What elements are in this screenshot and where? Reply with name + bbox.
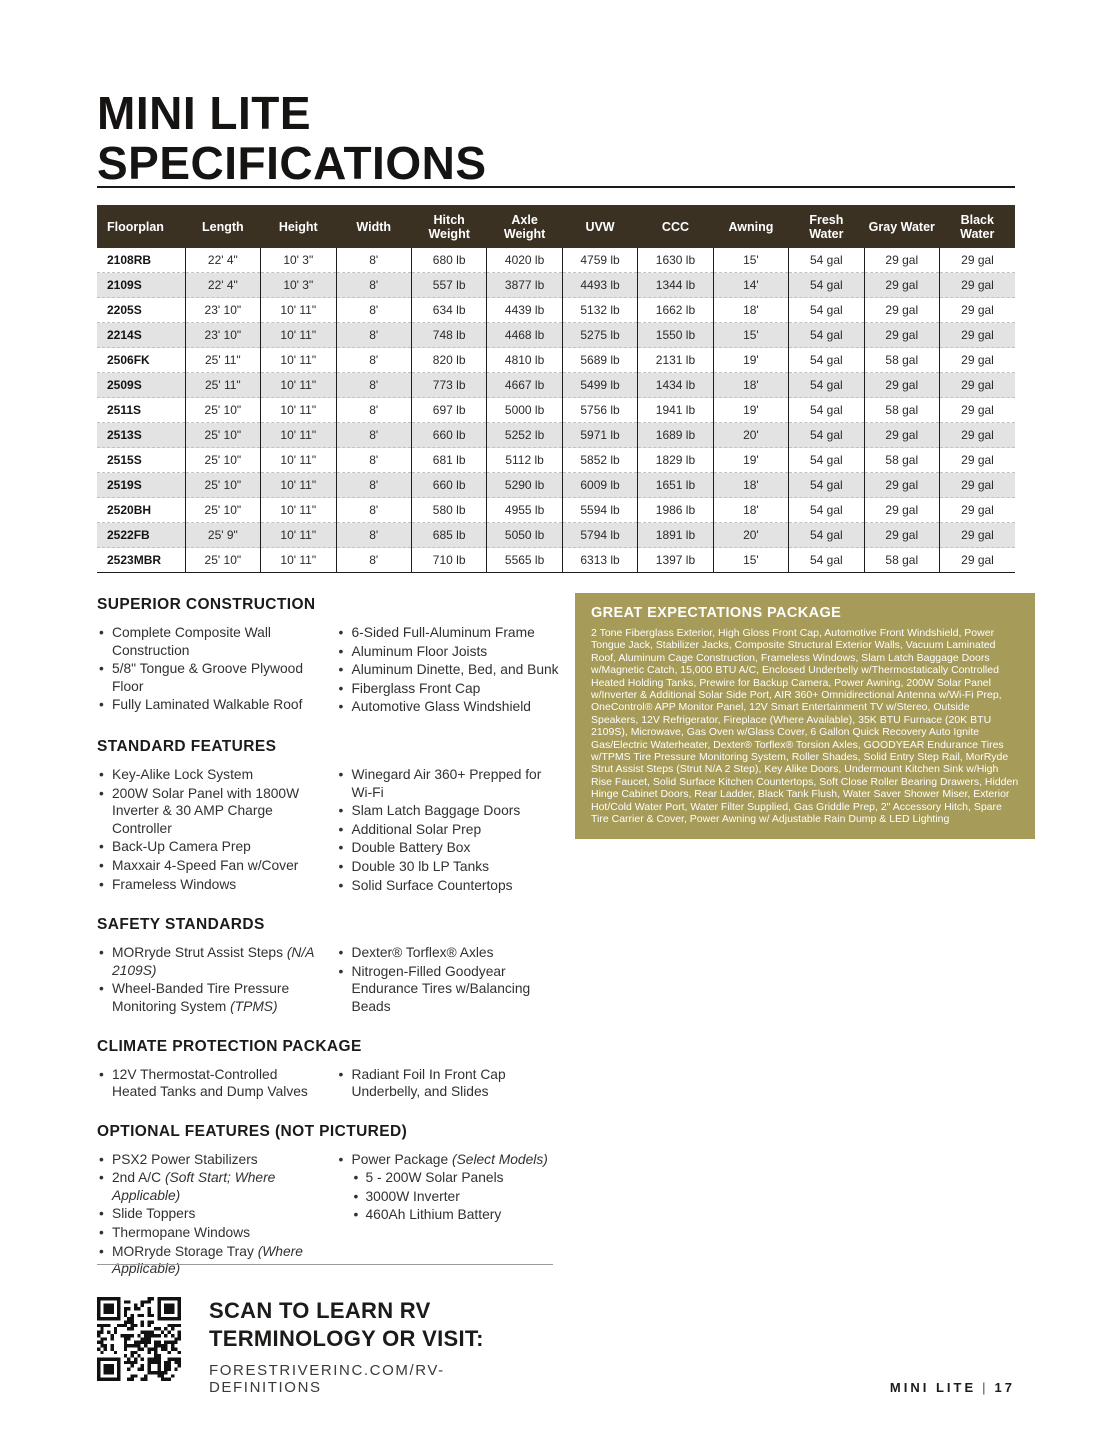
spec-cell: 748 lb	[411, 323, 486, 348]
spec-cell: 29 gal	[940, 473, 1016, 498]
feature-item-note: (TPMS)	[230, 998, 278, 1014]
scan-text	[209, 1297, 553, 1396]
spec-cell: 54 gal	[789, 448, 864, 473]
feature-item	[97, 785, 323, 838]
spec-cell: 19'	[713, 448, 788, 473]
spec-row	[97, 348, 1015, 373]
feature-item	[337, 1151, 563, 1224]
spec-cell: 1891 lb	[638, 523, 713, 548]
feature-section	[97, 596, 562, 717]
spec-cell: 29 gal	[940, 523, 1016, 548]
column-header: Gray Water	[864, 205, 939, 248]
feature-item	[337, 821, 563, 839]
feature-section	[97, 916, 562, 1016]
column-header: Awning	[713, 205, 788, 248]
spec-cell: 8'	[336, 498, 411, 523]
feature-columns	[97, 624, 562, 717]
qr-code	[97, 1297, 181, 1381]
floorplan-cell: 2511S	[97, 398, 185, 423]
package-box-body: 2 Tone Fiberglass Exterior, High Gloss Front Cap, Automotive Front Windshield, Power Tongue Jack, Stabilizer Jacks, Composite Structural Exterior Walls, Vacuum Laminated Roof, Aluminum Cage Construction, Frameless Windows, Slam Latch Baggage Doors w/Magnetic Catch, 15,000 BTU A/C, Enclosed Underbelly w/Thermostatically Controlled Heated Holding Tanks, Prewire for Backup Camera, Power Awning, 200W Solar Panel w/Inverter & Additional Solar Side Port, AIR 360+ Omnidirectional Antenna w/Wi-Fi Prep, OneControl® APP Monitor Panel, 12V Smart Entertainment TV w/Stereo, Outside Speakers, 12V Refrigerator, Fireplace (Where Available), 35K BTU Furnace (20K BTU 2109S), Microwave, Gas Oven w/Glass Cover, 6 Gallon Quick Recovery Auto Ignite Gas/Electric Waterheater, Dexter® Torflex® Torsion Axles, GOODYEAR Endurance Tires w/TPMS Tire Pressure Monitoring System, Roller Shades, Solid Entry Step Rail, MorRyde Strut Assist Steps (Strut N/A 2 Step), Key Alike Doors, Undermount Kitchen Sink w/High Rise Faucet, Solid Surface Kitchen Countertops, Soft Close Roller Bearing Drawers, Hidden Hinge Cabinet Doors, Rear Ladder, Black Tank Flush, Water Saver Shower Miser, Exterior Hot/Cold Water Port, Water Filter Supplied, Gas Griddle Prep, 2" Accessory Hitch, Spare Tire Carrier & Cover, Power Awning w/ Adjustable Rain Dump & LED Lighting	[591, 627, 1019, 826]
page-title	[97, 88, 487, 188]
floorplan-cell: 2513S	[97, 423, 185, 448]
spec-cell: 1986 lb	[638, 498, 713, 523]
feature-item-text: PSX2 Power Stabilizers	[112, 1151, 258, 1167]
spec-cell: 10' 3"	[261, 273, 336, 298]
feature-list	[337, 944, 563, 1016]
spec-cell: 5794 lb	[562, 523, 637, 548]
feature-item	[337, 1066, 563, 1101]
spec-cell: 5756 lb	[562, 398, 637, 423]
spec-cell: 15'	[713, 323, 788, 348]
spec-row	[97, 323, 1015, 348]
feature-item-text: MORryde Storage Tray	[112, 1243, 258, 1259]
feature-list	[337, 766, 563, 895]
spec-cell: 1662 lb	[638, 298, 713, 323]
spec-cell: 22' 4"	[185, 273, 260, 298]
spec-cell: 10' 11"	[261, 473, 336, 498]
feature-item	[337, 766, 563, 801]
spec-cell: 6313 lb	[562, 548, 637, 573]
floorplan-cell: 2509S	[97, 373, 185, 398]
spec-cell: 29 gal	[864, 298, 939, 323]
feature-list	[97, 944, 323, 1016]
spec-cell: 58 gal	[864, 398, 939, 423]
spec-cell: 6009 lb	[562, 473, 637, 498]
spec-cell: 8'	[336, 448, 411, 473]
feature-item-text: 12V Thermostat-Controlled Heated Tanks and Dump Valves	[112, 1066, 308, 1100]
spec-cell: 634 lb	[411, 298, 486, 323]
spec-cell: 29 gal	[864, 373, 939, 398]
spec-table-container	[97, 205, 1015, 573]
floorplan-cell: 2522FB	[97, 523, 185, 548]
spec-cell: 8'	[336, 373, 411, 398]
spec-cell: 5565 lb	[487, 548, 562, 573]
spec-cell: 29 gal	[940, 373, 1016, 398]
spec-cell: 4810 lb	[487, 348, 562, 373]
feature-item	[97, 857, 323, 875]
spec-cell: 29 gal	[940, 423, 1016, 448]
spec-cell: 23' 10"	[185, 298, 260, 323]
page-title-line2: SPECIFICATIONS	[97, 137, 487, 189]
feature-sections	[97, 596, 562, 1300]
spec-cell: 1829 lb	[638, 448, 713, 473]
spec-cell: 8'	[336, 273, 411, 298]
spec-cell: 18'	[713, 298, 788, 323]
spec-cell: 10' 11"	[261, 498, 336, 523]
feature-subitem: • 5 - 200W Solar Panels	[352, 1169, 563, 1187]
spec-cell: 3877 lb	[487, 273, 562, 298]
spec-cell: 25' 11"	[185, 373, 260, 398]
floorplan-cell: 2520BH	[97, 498, 185, 523]
floorplan-cell: 2515S	[97, 448, 185, 473]
feature-list	[337, 624, 563, 717]
feature-item	[337, 877, 563, 895]
feature-item-text: Fiberglass Front Cap	[351, 680, 481, 696]
spec-cell: 660 lb	[411, 423, 486, 448]
spec-cell: 5852 lb	[562, 448, 637, 473]
spec-row	[97, 423, 1015, 448]
feature-item-text: Additional Solar Prep	[351, 821, 482, 837]
spec-cell: 29 gal	[864, 523, 939, 548]
spec-cell: 1344 lb	[638, 273, 713, 298]
feature-item-text: Key-Alike Lock System	[112, 766, 254, 782]
feature-subitem: • 3000W Inverter	[352, 1188, 563, 1206]
feature-item-text: Double Battery Box	[351, 840, 471, 856]
feature-subitem: • 460Ah Lithium Battery	[352, 1206, 563, 1224]
feature-item-note: (N/A 2109S)	[112, 945, 314, 978]
spec-cell: 58 gal	[864, 448, 939, 473]
spec-cell: 29 gal	[864, 273, 939, 298]
feature-item	[337, 858, 563, 876]
spec-cell: 5050 lb	[487, 523, 562, 548]
spec-cell: 697 lb	[411, 398, 486, 423]
feature-item	[337, 802, 563, 820]
spec-cell: 18'	[713, 373, 788, 398]
scan-heading-line2: TERMINOLOGY OR VISIT:	[209, 1326, 484, 1351]
footer-brand: MINI LITE	[889, 1380, 977, 1395]
feature-item	[97, 1066, 323, 1101]
feature-item	[337, 698, 563, 716]
column-header: Length	[185, 205, 260, 248]
spec-cell: 29 gal	[940, 348, 1016, 373]
column-header: Height	[261, 205, 336, 248]
spec-cell: 4493 lb	[562, 273, 637, 298]
spec-cell: 29 gal	[864, 498, 939, 523]
spec-cell: 5252 lb	[487, 423, 562, 448]
feature-section	[97, 738, 562, 895]
feature-section-title: STANDARD FEATURES	[97, 737, 277, 755]
feature-item-note: (Where Applicable)	[112, 1243, 303, 1277]
floorplan-cell: 2523MBR	[97, 548, 185, 573]
spec-cell: 15'	[713, 248, 788, 273]
feature-item	[97, 980, 323, 1015]
spec-cell: 29 gal	[940, 498, 1016, 523]
spec-table-header	[97, 205, 1015, 248]
spec-cell: 25' 11"	[185, 348, 260, 373]
feature-columns	[97, 1151, 562, 1279]
feature-item-text: 200W Solar Panel with 1800W Inverter & 30 AMP Charge Controller	[112, 785, 300, 836]
spec-row	[97, 548, 1015, 573]
spec-cell: 8'	[336, 398, 411, 423]
footer-separator: |	[982, 1380, 989, 1395]
spec-cell: 10' 11"	[261, 423, 336, 448]
column-header: Floorplan	[97, 205, 185, 248]
spec-cell: 19'	[713, 398, 788, 423]
spec-cell: 29 gal	[864, 323, 939, 348]
spec-cell: 8'	[336, 323, 411, 348]
spec-cell: 29 gal	[940, 323, 1016, 348]
spec-cell: 20'	[713, 523, 788, 548]
floorplan-cell: 2506FK	[97, 348, 185, 373]
feature-list	[97, 1151, 323, 1279]
spec-cell: 54 gal	[789, 548, 864, 573]
spec-cell: 25' 10"	[185, 473, 260, 498]
spec-cell: 10' 11"	[261, 373, 336, 398]
spec-cell: 4955 lb	[487, 498, 562, 523]
feature-section-title: SAFETY STANDARDS	[97, 916, 265, 934]
spec-cell: 681 lb	[411, 448, 486, 473]
spec-cell: 1941 lb	[638, 398, 713, 423]
floorplan-cell: 2109S	[97, 273, 185, 298]
spec-cell: 20'	[713, 423, 788, 448]
spec-cell: 29 gal	[864, 248, 939, 273]
feature-item	[97, 660, 323, 695]
spec-cell: 18'	[713, 498, 788, 523]
feature-item-text: MORryde Strut Assist Steps	[112, 945, 287, 961]
spec-row	[97, 523, 1015, 548]
feature-item	[97, 876, 323, 894]
feature-item	[337, 661, 563, 679]
feature-item-text: Dexter® Torflex® Axles	[351, 945, 494, 961]
feature-columns	[97, 944, 562, 1016]
feature-item	[97, 1224, 323, 1242]
spec-table	[97, 205, 1015, 573]
spec-cell: 29 gal	[940, 298, 1016, 323]
feature-item-text: Slam Latch Baggage Doors	[351, 803, 521, 819]
feature-item-text: Thermopane Windows	[112, 1225, 251, 1241]
spec-cell: 10' 11"	[261, 448, 336, 473]
spec-cell: 10' 11"	[261, 548, 336, 573]
spec-cell: 54 gal	[789, 298, 864, 323]
great-expectations-package-box	[575, 593, 1035, 839]
column-header: Width	[336, 205, 411, 248]
feature-item-text: Maxxair 4-Speed Fan w/Cover	[112, 857, 299, 873]
feature-item-text: Wheel-Banded Tire Pressure Monitoring System	[112, 981, 290, 1014]
feature-item	[97, 1205, 323, 1223]
column-header: CCC	[638, 205, 713, 248]
spec-cell: 4667 lb	[487, 373, 562, 398]
spec-cell: 10' 3"	[261, 248, 336, 273]
scan-section	[97, 1264, 553, 1396]
spec-cell: 25' 10"	[185, 398, 260, 423]
spec-cell: 22' 4"	[185, 248, 260, 273]
footer-page-number: 17	[994, 1380, 1015, 1395]
feature-item-text: 2nd A/C	[112, 1170, 165, 1186]
spec-cell: 660 lb	[411, 473, 486, 498]
feature-columns	[97, 766, 562, 895]
spec-cell: 557 lb	[411, 273, 486, 298]
spec-row	[97, 473, 1015, 498]
scan-heading-line1: SCAN TO LEARN RV	[209, 1298, 431, 1323]
spec-cell: 5112 lb	[487, 448, 562, 473]
spec-cell: 5000 lb	[487, 398, 562, 423]
spec-cell: 29 gal	[940, 273, 1016, 298]
spec-row	[97, 398, 1015, 423]
spec-cell: 25' 10"	[185, 498, 260, 523]
feature-section	[97, 1038, 562, 1102]
spec-cell: 54 gal	[789, 473, 864, 498]
feature-list	[337, 1151, 563, 1279]
page-title-line1: MINI LITE	[97, 87, 312, 139]
spec-cell: 1689 lb	[638, 423, 713, 448]
page-footer	[890, 1380, 1015, 1395]
feature-item-text: Fully Laminated Walkable Roof	[112, 697, 303, 713]
spec-cell: 58 gal	[864, 548, 939, 573]
feature-item-note: (Soft Start; Where Applicable)	[112, 1170, 276, 1203]
spec-cell: 8'	[336, 348, 411, 373]
feature-item-text: Back-Up Camera Prep	[112, 839, 251, 855]
feature-item-text: Aluminum Floor Joists	[351, 643, 488, 659]
feature-section-title: OPTIONAL FEATURES (NOT PICTURED)	[97, 1122, 408, 1140]
spec-cell: 4439 lb	[487, 298, 562, 323]
spec-cell: 5275 lb	[562, 323, 637, 348]
spec-row	[97, 498, 1015, 523]
feature-item-text: Double 30 lb LP Tanks	[351, 858, 490, 874]
spec-cell: 4468 lb	[487, 323, 562, 348]
spec-cell: 23' 10"	[185, 323, 260, 348]
column-header: Black Water	[940, 205, 1016, 248]
feature-item	[97, 838, 323, 856]
spec-cell: 5499 lb	[562, 373, 637, 398]
spec-cell: 10' 11"	[261, 323, 336, 348]
feature-item-text: Aluminum Dinette, Bed, and Bunk	[351, 662, 559, 678]
spec-cell: 5290 lb	[487, 473, 562, 498]
feature-item	[337, 643, 563, 661]
feature-item	[337, 944, 563, 962]
column-header: UVW	[562, 205, 637, 248]
feature-item	[97, 944, 323, 979]
spec-cell: 29 gal	[940, 248, 1016, 273]
spec-row	[97, 273, 1015, 298]
feature-section-title: SUPERIOR CONSTRUCTION	[97, 596, 316, 613]
feature-item-text: Automotive Glass Windshield	[351, 699, 531, 715]
feature-item-text: Radiant Foil In Front Cap Underbelly, and Slides	[351, 1066, 506, 1100]
floorplan-cell: 2214S	[97, 323, 185, 348]
spec-cell: 4759 lb	[562, 248, 637, 273]
spec-cell: 10' 11"	[261, 348, 336, 373]
spec-cell: 29 gal	[864, 473, 939, 498]
spec-cell: 8'	[336, 248, 411, 273]
spec-cell: 25' 10"	[185, 548, 260, 573]
spec-cell: 2131 lb	[638, 348, 713, 373]
spec-cell: 773 lb	[411, 373, 486, 398]
spec-cell: 4020 lb	[487, 248, 562, 273]
spec-cell: 29 gal	[940, 398, 1016, 423]
spec-cell: 710 lb	[411, 548, 486, 573]
spec-row	[97, 248, 1015, 273]
feature-item-text: Slide Toppers	[112, 1206, 196, 1222]
feature-item	[97, 624, 323, 659]
feature-item-text: 6-Sided Full-Aluminum Frame	[351, 625, 535, 640]
feature-sublist	[352, 1169, 563, 1224]
spec-cell: 8'	[336, 298, 411, 323]
spec-row	[97, 373, 1015, 398]
spec-row	[97, 448, 1015, 473]
feature-section-title: CLIMATE PROTECTION PACKAGE	[97, 1037, 362, 1055]
feature-item-text: Complete Composite Wall Construction	[112, 625, 271, 658]
feature-item	[97, 696, 323, 714]
spec-cell: 29 gal	[864, 423, 939, 448]
feature-item	[337, 680, 563, 698]
feature-item-text: Solid Surface Countertops	[351, 877, 513, 893]
spec-cell: 25' 10"	[185, 423, 260, 448]
column-header: Fresh Water	[789, 205, 864, 248]
spec-cell: 29 gal	[940, 548, 1016, 573]
feature-list	[97, 1066, 323, 1102]
spec-cell: 54 gal	[789, 498, 864, 523]
feature-item	[97, 1169, 323, 1204]
spec-cell: 10' 11"	[261, 523, 336, 548]
spec-cell: 1630 lb	[638, 248, 713, 273]
spec-cell: 685 lb	[411, 523, 486, 548]
feature-item	[337, 963, 563, 1016]
spec-cell: 5689 lb	[562, 348, 637, 373]
floorplan-cell: 2108RB	[107, 253, 152, 267]
feature-item-text: 5/8" Tongue & Groove Plywood Floor	[112, 661, 304, 694]
spec-cell: 1434 lb	[638, 373, 713, 398]
feature-item-text: Power Package	[351, 1151, 452, 1167]
spec-cell: 25' 10"	[185, 448, 260, 473]
feature-list	[97, 766, 323, 895]
spec-cell: 1397 lb	[638, 548, 713, 573]
feature-list	[337, 1066, 563, 1102]
feature-item	[97, 766, 323, 784]
feature-item	[337, 624, 563, 642]
spec-cell: 680 lb	[411, 248, 486, 273]
spec-cell: 8'	[336, 423, 411, 448]
spec-cell: 5971 lb	[562, 423, 637, 448]
spec-cell: 1550 lb	[638, 323, 713, 348]
feature-item-text: Nitrogen-Filled Goodyear Endurance Tires w/Balancing Beads	[351, 963, 531, 1014]
spec-cell: 8'	[336, 548, 411, 573]
title-divider	[97, 186, 1015, 188]
spec-cell: 54 gal	[789, 398, 864, 423]
column-header: Hitch Weight	[411, 205, 486, 248]
spec-cell: 54 gal	[789, 273, 864, 298]
spec-table-body	[97, 248, 1015, 573]
spec-cell: 54 gal	[789, 323, 864, 348]
spec-cell: 15'	[713, 548, 788, 573]
feature-item	[337, 839, 563, 857]
spec-cell: 14'	[713, 273, 788, 298]
spec-cell: 5132 lb	[562, 298, 637, 323]
spec-cell: 54 gal	[789, 523, 864, 548]
feature-item-text: Winegard Air 360+ Prepped for Wi-Fi	[351, 766, 542, 800]
spec-cell: 54 gal	[789, 423, 864, 448]
feature-list	[97, 624, 323, 717]
column-header: Axle Weight	[487, 205, 562, 248]
spec-cell: 1651 lb	[638, 473, 713, 498]
spec-cell: 18'	[713, 473, 788, 498]
scan-url: FORESTRIVERINC.COM/RV-DEFINITIONS	[209, 1362, 445, 1396]
feature-section	[97, 1123, 562, 1279]
feature-item-text: Frameless Windows	[112, 876, 237, 892]
floorplan-cell: 2519S	[97, 473, 185, 498]
spec-cell: 820 lb	[411, 348, 486, 373]
spec-cell: 580 lb	[411, 498, 486, 523]
spec-cell: 8'	[336, 473, 411, 498]
spec-cell: 25' 9"	[185, 523, 260, 548]
floorplan-cell: 2205S	[97, 298, 185, 323]
spec-cell: 10' 11"	[261, 298, 336, 323]
spec-cell: 58 gal	[864, 348, 939, 373]
spec-cell: 54 gal	[789, 373, 864, 398]
feature-columns	[97, 1066, 562, 1102]
spec-cell: 29 gal	[940, 448, 1016, 473]
spec-cell: 19'	[713, 348, 788, 373]
spec-cell: 5594 lb	[562, 498, 637, 523]
package-box-title: GREAT EXPECTATIONS PACKAGE	[591, 605, 842, 621]
feature-item-note: (Select Models)	[451, 1151, 548, 1167]
feature-item	[97, 1151, 323, 1169]
spec-cell: 54 gal	[789, 248, 864, 273]
spec-cell: 54 gal	[789, 348, 864, 373]
spec-cell: 8'	[336, 523, 411, 548]
spec-cell: 10' 11"	[261, 398, 336, 423]
spec-row	[97, 298, 1015, 323]
